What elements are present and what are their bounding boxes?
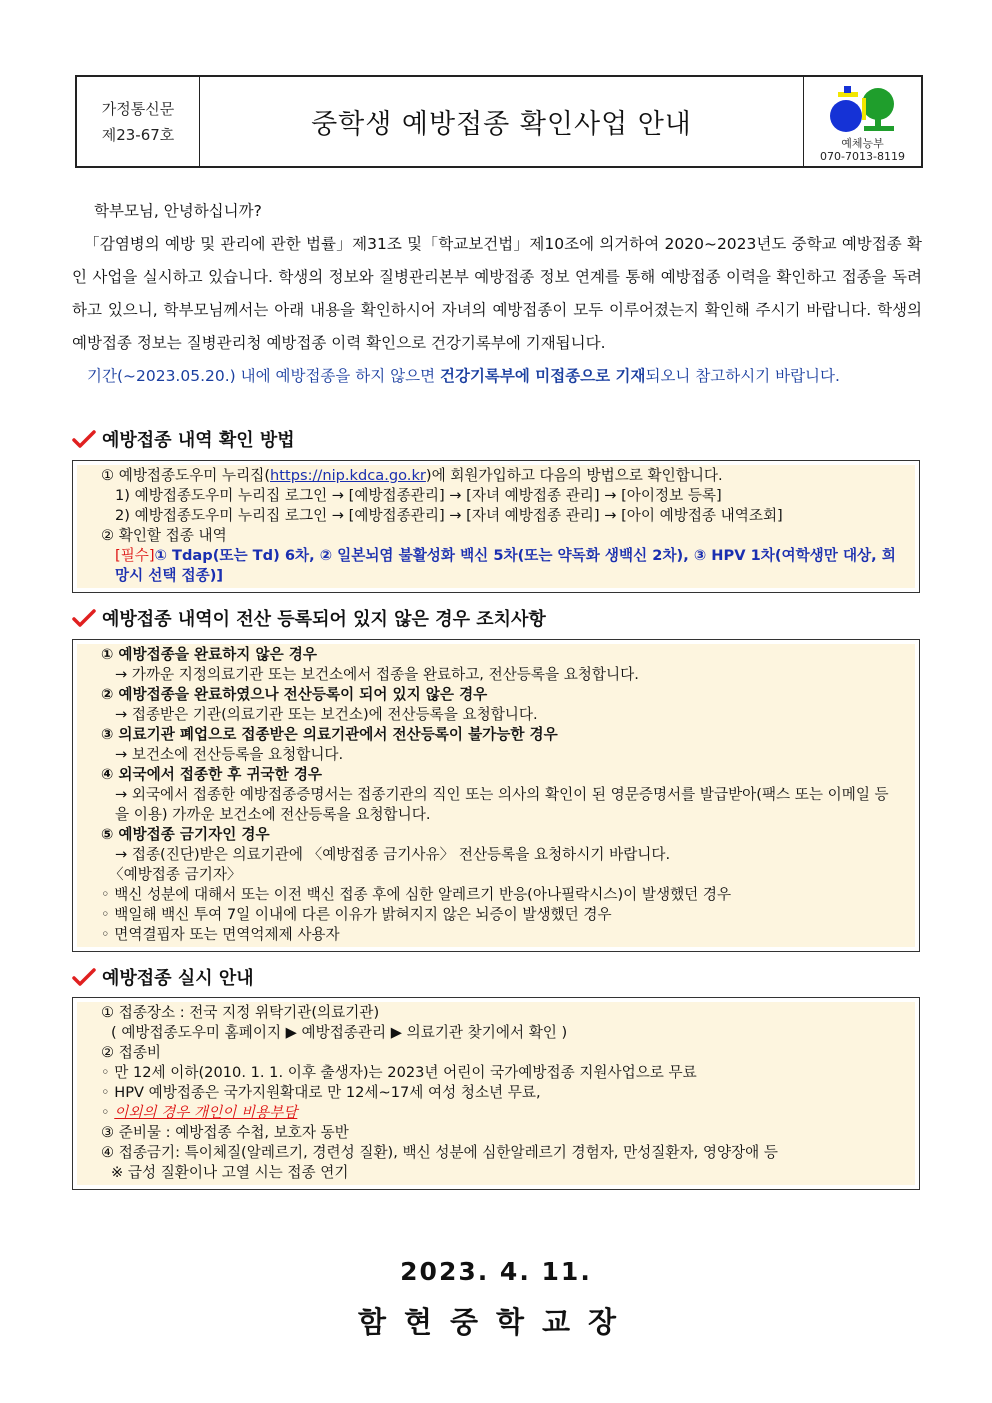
motto-text: 예체능부 <box>841 137 884 150</box>
contraindication-item: ◦ 백일해 백신 투여 7일 이내에 다른 이유가 밝혀지지 않은 뇌증이 발생했던 경우 <box>101 906 612 923</box>
item-body: → 접종받은 기관(의료기관 또는 보건소)에 전산등록을 요청합니다. <box>115 706 538 723</box>
item-heading: ① 예방접종을 완료하지 않은 경우 <box>101 646 317 663</box>
required-label: [필수] <box>115 547 155 564</box>
intro-body: 「감염병의 예방 및 관리에 관한 법률」제31조 및「학교보건법」제10조에 의거하여 2020~2023년도 중학교 예방접종 확인 사업을 실시하고 있습니다. 학생의 정보와 질병관리본부 예방접종 정보 연계를 통해 예방접종 이력을 확인하고 접종을 독려하고 있으니, 학부모님께서는 아래 내용을 확인하시어 자녀의 예방접종이 모두 이루어졌는지 확인해 주시기 바랍니다. 학생의 예방접종 정보는 질병관리청 예방접종 이력 확인으로 건강기록부에 기재됩니다. <box>72 235 922 352</box>
checkmark-icon <box>72 608 96 628</box>
section3-line-2: ( 예방접종도우미 홈페이지 ▶ 예방접종관리 ▶ 의료기관 찾기에서 확인 ) <box>111 1024 568 1041</box>
section3-line-4: ◦ 만 12세 이하(2010. 1. 1. 이후 출생자)는 2023년 어린이 국가예방접종 지원사업으로 무료 <box>101 1064 697 1081</box>
notice-number: 제23-67호 <box>101 125 175 144</box>
deadline-notice <box>72 360 922 393</box>
contraindication-title: 〈예방접종 금기자〉 <box>109 866 242 883</box>
notice-bold: 건강기록부에 미접종으로 기재 <box>440 367 646 385</box>
header-left-cell <box>77 77 200 166</box>
nip-link[interactable]: https://nip.kdca.go.kr <box>270 467 426 484</box>
page-title: 중학생 예방접종 확인사업 안내 <box>200 77 804 166</box>
section1-line-4: ② 확인할 접종 내역 <box>101 527 227 544</box>
checkmark-icon <box>72 967 96 987</box>
section3-title <box>72 964 254 990</box>
issue-date: 2023. 4. 11. <box>400 1257 592 1286</box>
item-body: → 보건소에 전산등록을 요청합니다. <box>115 746 344 763</box>
section3-line-8: ④ 접종금기: 특이체질(알레르기, 경련성 질환), 백신 성분에 심한알레르기 경험자, 만성질환자, 영양장애 등 <box>101 1144 778 1161</box>
required-text: ① Tdap(또는 Td) 6차, ② 일본뇌염 불활성화 백신 5차(또는 약독화 생백신 2차), ③ HPV 1차(여학생만 대상, 희망시 선택 접종)] <box>115 547 896 584</box>
item-heading: ② 예방접종을 완료하였으나 전산등록이 되어 있지 않은 경우 <box>101 686 488 703</box>
section2-box <box>72 639 920 952</box>
notice-category: 가정통신문 <box>101 99 175 118</box>
section3-line-7: ③ 준비물 : 예방접종 수첩, 보호자 동반 <box>101 1124 349 1141</box>
section1-title <box>72 426 295 452</box>
section1-line-2: 1) 예방접종도우미 누리집 로그인 → [예방접종관리] → [자녀 예방접종 관리] → [아이정보 등록] <box>115 487 722 504</box>
section3-line-9: ※ 급성 질환이나 고열 시는 접종 연기 <box>111 1164 349 1181</box>
contraindication-item: ◦ 백신 성분에 대해서 또는 이전 백신 접종 후에 심한 알레르기 반응(아나필락시스)이 발생했던 경우 <box>101 886 732 903</box>
section1-title-text: 예방접종 내역 확인 방법 <box>102 430 295 451</box>
school-logo-icon <box>826 84 900 136</box>
section3-line-6: ◦ 이외의 경우 개인이 비용부담 <box>101 1104 298 1121</box>
item-heading: ④ 외국에서 접종한 후 귀국한 경우 <box>101 766 323 783</box>
self-pay-note: 이외의 경우 개인이 비용부담 <box>114 1104 298 1121</box>
section3-box <box>72 997 920 1190</box>
section3-title-text: 예방접종 실시 안내 <box>102 968 254 989</box>
notice-post: 되오니 참고하시기 바랍니다. <box>645 367 840 385</box>
section3-line-3: ② 접종비 <box>101 1044 162 1061</box>
phone-number: 070-7013-8119 <box>820 150 905 163</box>
notice-pre: 기간(~2023.05.20.) 내에 예방접종을 하지 않으면 <box>87 367 441 385</box>
header-logo-cell <box>804 77 921 166</box>
contraindication-item: ◦ 면역결핍자 또는 면역억제제 사용자 <box>101 926 340 943</box>
section3-line-1: ① 접종장소 : 전국 지정 위탁기관(의료기관) <box>101 1004 380 1021</box>
signer: 함현중학교장 <box>357 1305 635 1339</box>
item-body: → 접종(진단)받은 의료기관에 〈예방접종 금기사유〉 전산등록을 요청하시기 바랍니다. <box>115 846 671 863</box>
required-vaccines <box>91 546 901 586</box>
header-table <box>75 75 923 168</box>
section1-line-1: ① 예방접종도우미 누리집(https://nip.kdca.go.kr)에 회원가입하고 다음의 방법으로 확인합니다. <box>101 467 723 484</box>
section2-title <box>72 605 546 631</box>
item-heading: ③ 의료기관 폐업으로 접종받은 의료기관에서 전산등록이 불가능한 경우 <box>101 726 558 743</box>
item-body: → 외국에서 접종한 예방접종증명서는 접종기관의 직인 또는 의사의 확인이 된 영문증명서를 발급받아(팩스 또는 이메일 등을 이용) 가까운 보건소에 전산등록을 요청합니다. <box>115 786 889 823</box>
greeting: 학부모님, 안녕하십니까? <box>94 202 262 220</box>
checkmark-icon <box>72 429 96 449</box>
section3-line-5: ◦ HPV 예방접종은 국가지원확대로 만 12세~17세 여성 청소년 무료, <box>101 1084 541 1101</box>
intro-section <box>72 195 922 393</box>
section1-line-3: 2) 예방접종도우미 누리집 로그인 → [예방접종관리] → [자녀 예방접종 관리] → [아이 예방접종 내역조회] <box>115 507 783 524</box>
item-heading: ⑤ 예방접종 금기자인 경우 <box>101 826 270 843</box>
section1-box <box>72 460 920 593</box>
item-body: → 가까운 지정의료기관 또는 보건소에서 접종을 완료하고, 전산등록을 요청합니다. <box>115 666 639 683</box>
section2-title-text: 예방접종 내역이 전산 등록되어 있지 않은 경우 조치사항 <box>102 609 546 630</box>
